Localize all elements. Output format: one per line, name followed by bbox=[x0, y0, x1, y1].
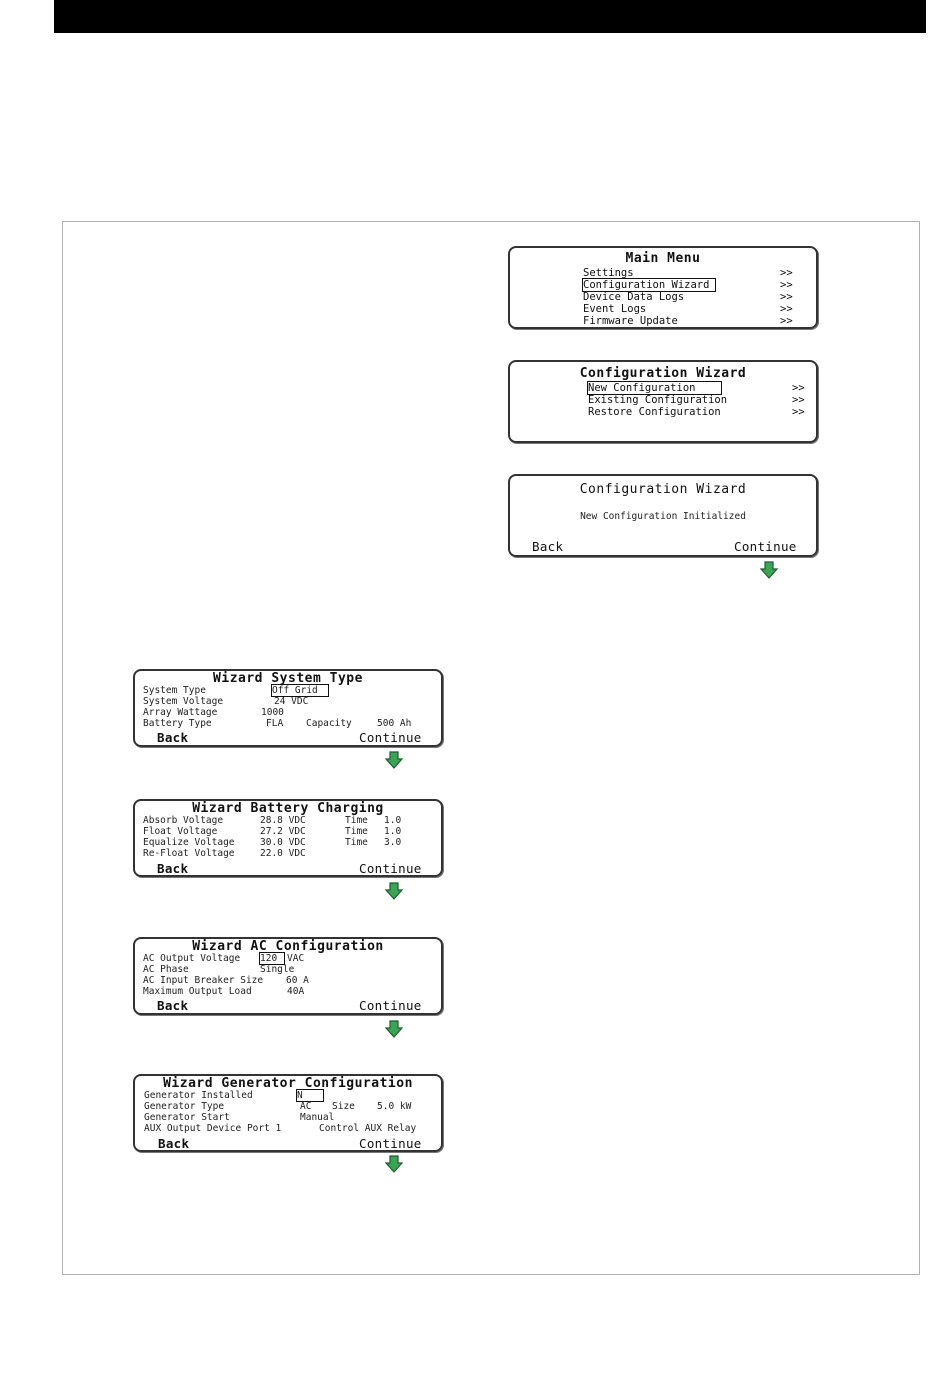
absorb-voltage-value[interactable]: 28.8 VDC bbox=[260, 815, 306, 826]
system-type-value[interactable]: Off Grid bbox=[272, 685, 328, 696]
continue-button[interactable]: Continue bbox=[734, 539, 797, 554]
field-label: AC Output Voltage bbox=[143, 953, 241, 964]
chevron-icon: >> bbox=[780, 267, 793, 279]
field-label: AC Input Breaker Size bbox=[143, 975, 264, 986]
wizard-generator-configuration-screen bbox=[133, 1074, 443, 1152]
config-initialized-screen bbox=[508, 474, 818, 557]
field-label: System Voltage bbox=[143, 696, 224, 707]
ac-config-title: Wizard AC Configuration bbox=[192, 939, 384, 954]
float-voltage-value[interactable]: 27.2 VDC bbox=[260, 826, 306, 837]
field-label: Generator Installed bbox=[144, 1090, 253, 1101]
field-unit: VAC bbox=[287, 953, 305, 964]
config-wizard-screen bbox=[508, 360, 818, 443]
chevron-icon: >> bbox=[792, 382, 805, 394]
config-wizard-title: Configuration Wizard bbox=[579, 366, 747, 381]
breaker-size-value[interactable]: 60 A bbox=[286, 975, 309, 986]
field-label: Battery Type bbox=[143, 718, 212, 729]
continue-button[interactable]: Continue bbox=[359, 1136, 422, 1151]
system-type-title: Wizard System Type bbox=[213, 671, 363, 686]
menu-item-new-configuration[interactable]: New Configuration bbox=[588, 382, 721, 394]
main-menu-title: Main Menu bbox=[625, 251, 701, 266]
generator-installed-value[interactable]: N bbox=[297, 1090, 323, 1101]
field-label: Time bbox=[345, 815, 368, 826]
chevron-icon: >> bbox=[780, 279, 793, 291]
back-button[interactable]: Back bbox=[158, 1136, 190, 1151]
main-menu-screen bbox=[508, 246, 818, 329]
menu-item-settings[interactable]: Settings bbox=[583, 267, 634, 279]
field-label: AC Phase bbox=[143, 964, 189, 975]
continue-button[interactable]: Continue bbox=[359, 730, 422, 745]
field-label: Time bbox=[345, 837, 368, 848]
wizard-system-type-screen bbox=[133, 669, 443, 747]
field-label: Generator Start bbox=[144, 1112, 230, 1123]
generator-start-value[interactable]: Manual bbox=[300, 1112, 335, 1123]
generator-type-value[interactable]: AC bbox=[300, 1101, 312, 1112]
chevron-icon: >> bbox=[780, 291, 793, 303]
field-label: Maximum Output Load bbox=[143, 986, 252, 997]
field-label: Array Wattage bbox=[143, 707, 218, 718]
float-time-value[interactable]: 1.0 bbox=[384, 826, 402, 837]
max-output-load-value[interactable]: 40A bbox=[287, 986, 305, 997]
battery-type-value[interactable]: FLA bbox=[266, 718, 284, 729]
down-arrow-icon bbox=[760, 561, 778, 579]
system-voltage-value[interactable]: 24 VDC bbox=[274, 696, 309, 707]
wizard-ac-configuration-screen bbox=[133, 937, 443, 1015]
generator-config-title: Wizard Generator Configuration bbox=[163, 1076, 413, 1091]
generator-size-value[interactable]: 5.0 kW bbox=[377, 1101, 412, 1112]
field-label: Equalize Voltage bbox=[143, 837, 235, 848]
equalize-voltage-value[interactable]: 30.0 VDC bbox=[260, 837, 306, 848]
menu-item-firmware-update[interactable]: Firmware Update bbox=[583, 315, 678, 327]
field-label: Re-Float Voltage bbox=[143, 848, 235, 859]
init-title: Configuration Wizard bbox=[579, 482, 747, 497]
refloat-voltage-value[interactable]: 22.0 VDC bbox=[260, 848, 306, 859]
chevron-icon: >> bbox=[780, 315, 793, 327]
capacity-value[interactable]: 500 Ah bbox=[377, 718, 412, 729]
battery-charging-title: Wizard Battery Charging bbox=[192, 801, 384, 816]
menu-item-device-data-logs[interactable]: Device Data Logs bbox=[583, 291, 685, 303]
chevron-icon: >> bbox=[780, 303, 793, 315]
down-arrow-icon bbox=[385, 882, 403, 900]
down-arrow-icon bbox=[385, 1020, 403, 1038]
equalize-time-value[interactable]: 3.0 bbox=[384, 837, 402, 848]
field-label: Size bbox=[332, 1101, 355, 1112]
ac-phase-value[interactable]: Single bbox=[260, 964, 295, 975]
field-label: Time bbox=[345, 826, 368, 837]
field-label: Absorb Voltage bbox=[143, 815, 224, 826]
absorb-time-value[interactable]: 1.0 bbox=[384, 815, 402, 826]
back-button[interactable]: Back bbox=[157, 998, 189, 1013]
field-label: Capacity bbox=[306, 718, 352, 729]
aux-output-value[interactable]: Control AUX Relay bbox=[319, 1123, 417, 1134]
menu-item-restore-configuration[interactable]: Restore Configuration bbox=[588, 406, 721, 418]
menu-item-existing-configuration[interactable]: Existing Configuration bbox=[588, 394, 728, 406]
continue-button[interactable]: Continue bbox=[359, 998, 422, 1013]
back-button[interactable]: Back bbox=[157, 730, 189, 745]
back-button[interactable]: Back bbox=[157, 861, 189, 876]
wizard-battery-charging-screen bbox=[133, 799, 443, 877]
down-arrow-icon bbox=[385, 1155, 403, 1173]
field-label: AUX Output Device Port 1 bbox=[144, 1123, 282, 1134]
init-message: New Configuration Initialized bbox=[580, 511, 746, 522]
menu-item-configuration-wizard[interactable]: Configuration Wizard bbox=[583, 279, 715, 291]
back-button[interactable]: Back bbox=[532, 539, 564, 554]
header-bar bbox=[54, 0, 926, 33]
field-label: System Type bbox=[143, 685, 206, 696]
field-label: Generator Type bbox=[144, 1101, 225, 1112]
field-label: Float Voltage bbox=[143, 826, 218, 837]
array-wattage-value[interactable]: 1000 bbox=[261, 707, 284, 718]
down-arrow-icon bbox=[385, 751, 403, 769]
ac-output-voltage-value[interactable]: 120 bbox=[260, 953, 284, 964]
continue-button[interactable]: Continue bbox=[359, 861, 422, 876]
menu-item-event-logs[interactable]: Event Logs bbox=[583, 303, 647, 315]
chevron-icon: >> bbox=[792, 406, 805, 418]
chevron-icon: >> bbox=[792, 394, 805, 406]
